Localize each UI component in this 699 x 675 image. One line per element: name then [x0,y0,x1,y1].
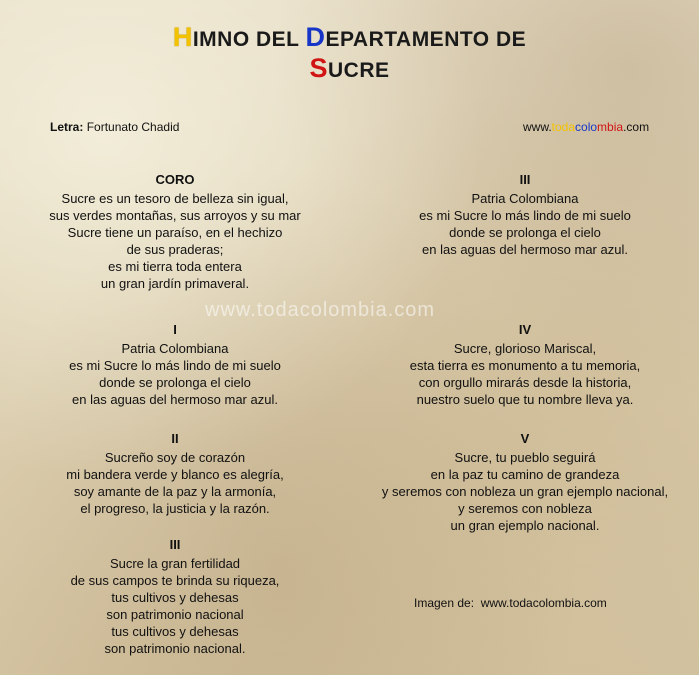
stanza-line: nuestro suelo que tu nombre lleva ya. [416,392,634,407]
site-suffix: .com [623,120,650,134]
stanza-line: un gran ejemplo nacional. [450,518,600,533]
stanza-line: soy amante de la paz y la armonía, [73,484,277,499]
stanza-heading: CORO [155,172,195,187]
title-word-ucre: UCRE [328,59,390,82]
site-prefix: www. [523,120,552,134]
title-word-departamento-de: EPARTAMENTO DE [325,28,527,51]
watermark: www.todacolombia.com [205,299,436,321]
stanza-heading: I [173,322,177,337]
stanza-line: y seremos con nobleza un gran ejemplo nacional, [381,484,669,499]
stanza-line: en las aguas del hermoso mar azul. [72,392,278,407]
page-title-line-1 [0,22,699,53]
title-initial-s: S [309,53,328,83]
stanza-heading: II [171,431,179,446]
stanza-ii [30,430,320,517]
stanza-heading: III [519,172,531,187]
stanza-line: Sucre tiene un paraíso, en el hechizo [67,225,283,240]
stanza-line: mi bandera verde y blanco es alegría, [66,467,284,482]
stanza-line: en la paz tu camino de grandeza [430,467,620,482]
stanza-line: donde se prolonga el cielo [449,225,601,240]
stanza-line: tus cultivos y dehesas [111,590,239,605]
stanza-heading: IV [518,322,532,337]
stanza-line: es mi Sucre lo más lindo de mi suelo [419,208,631,223]
image-credit: Imagen de: www.todacolombia.com [414,596,607,610]
stanza-line: el progreso, la justicia y la razón. [80,501,270,516]
stanza-line: Sucre, glorioso Mariscal, [453,341,597,356]
stanza-heading: V [520,431,530,446]
stanza-heading: III [169,537,181,552]
title-initial-d: D [305,22,326,52]
page-title-line-2 [0,53,699,84]
stanza-line: con orgullo mirarás desde la historia, [418,375,632,390]
stanza-line: son patrimonio nacional [106,607,244,622]
stanza-v [360,430,690,534]
stanza-line: tus cultivos y dehesas [111,624,239,639]
stanza-line: Sucreño soy de corazón [104,450,246,465]
site-part-red: mbia [597,120,624,134]
stanza-line: Sucre es un tesoro de belleza sin igual, [61,191,289,206]
stanza-iii-right [370,171,680,258]
stanza-line: Sucre, tu pueblo seguirá [454,450,596,465]
stanza-line: Patria Colombiana [471,191,579,206]
stanza-line: son patrimonio nacional. [104,641,246,656]
stanza-line: Sucre la gran fertilidad [109,556,241,571]
stanza-line: sus verdes montañas, sus arroyos y su mar [49,208,301,223]
stanza-iv [370,321,680,408]
stanza-coro [30,171,320,292]
stanza-i [30,321,320,408]
stanza-line: y seremos con nobleza [458,501,592,516]
stanza-line: donde se prolonga el cielo [99,375,251,390]
site-link[interactable] [523,120,649,134]
title-word-himno-del: IMNO DEL [192,28,306,51]
stanza-line: esta tierra es monumento a tu memoria, [409,358,641,373]
stanza-line: Patria Colombiana [121,341,229,356]
author-name: Fortunato Chadid [86,120,180,134]
stanza-line: es mi tierra toda entera [108,259,242,274]
author-label: Letra: [50,120,84,134]
stanza-line: de sus campos te brinda su riqueza, [70,573,280,588]
site-part-blue: colo [575,120,598,134]
author-credit [50,120,179,134]
stanza-line: en las aguas del hermoso mar azul. [422,242,628,257]
stanza-line: es mi Sucre lo más lindo de mi suelo [69,358,281,373]
title-initial-h: H [172,22,193,52]
stanza-iii-left [30,536,320,657]
stanza-line: de sus praderas; [126,242,224,257]
site-part-yellow: toda [551,120,576,134]
stanza-line: un gran jardín primaveral. [100,276,250,291]
